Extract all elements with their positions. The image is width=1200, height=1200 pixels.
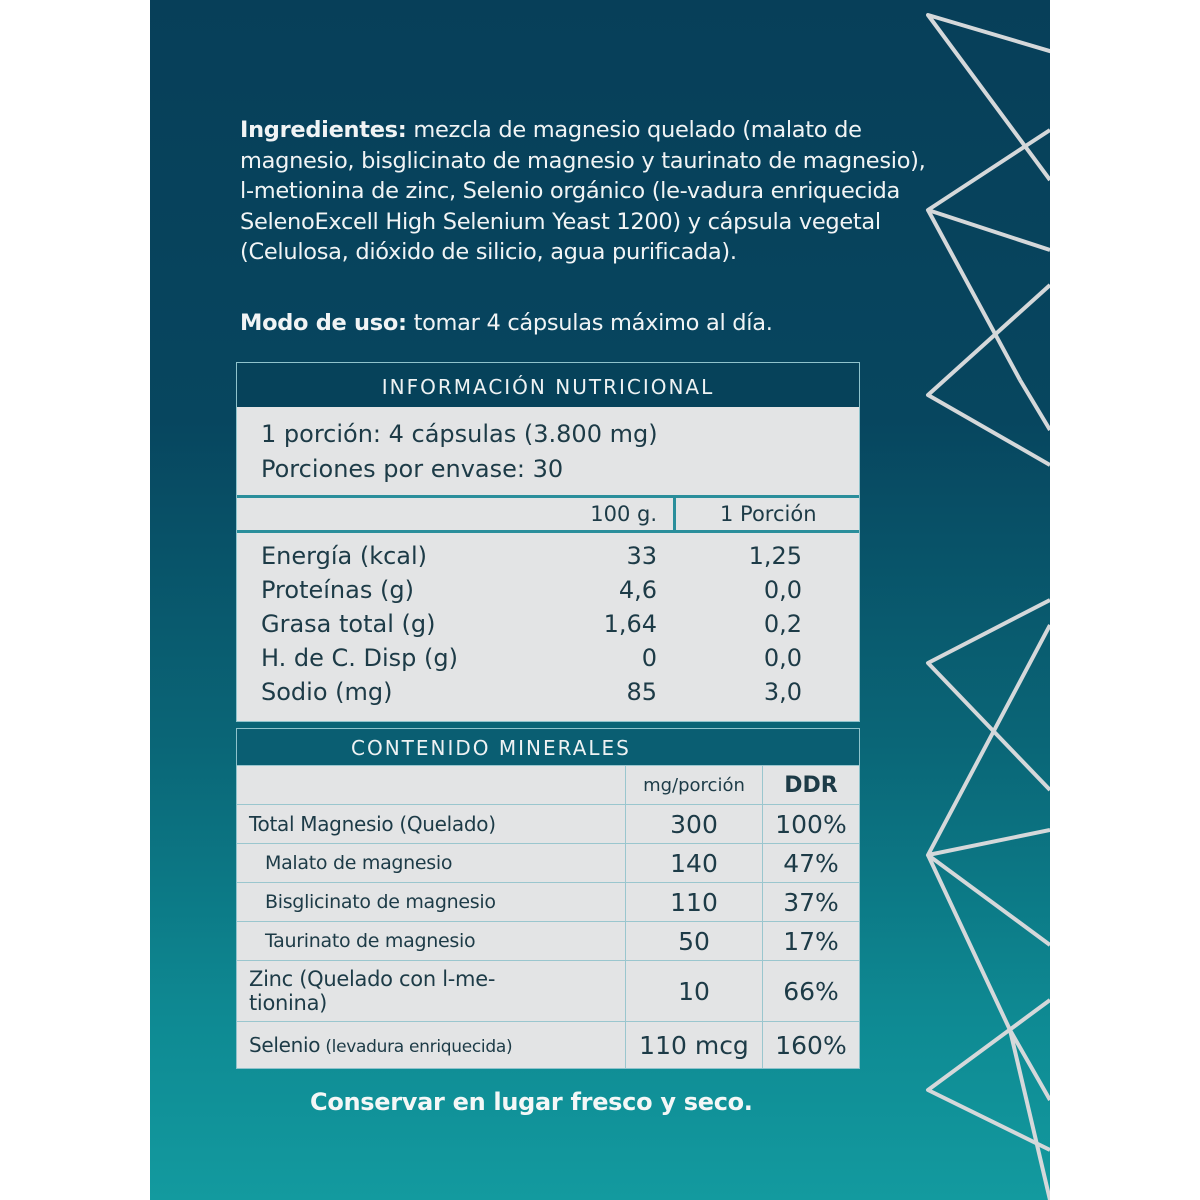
value-per-serving: 1,25	[748, 542, 802, 570]
nutrient-name: Proteínas (g)	[261, 576, 414, 604]
column-header-blank	[237, 498, 577, 530]
usage-text	[240, 310, 940, 336]
nutrient-name: Sodio (mg)	[261, 678, 393, 706]
mineral-name: Taurinato de magnesio	[237, 922, 626, 961]
mineral-ddr: 47%	[763, 844, 860, 883]
nutrient-name: H. de C. Disp (g)	[261, 644, 459, 672]
mineral-amount: 300	[626, 805, 763, 844]
label-panel	[150, 0, 1050, 1200]
mineral-name-main: Selenio	[249, 1033, 321, 1057]
table-row	[237, 883, 859, 922]
table-row	[237, 844, 859, 883]
value-per-serving: 0,0	[763, 576, 802, 604]
ingredients-label: Ingredientes:	[240, 117, 407, 143]
column-header-ddr: DDR	[763, 766, 860, 805]
value-per-100g: 4,6	[618, 576, 657, 604]
ingredients-text	[240, 115, 940, 268]
mineral-amount: 10	[626, 961, 763, 1022]
mineral-amount: 110	[626, 883, 763, 922]
mineral-ddr: 37%	[763, 883, 860, 922]
mineral-amount: 110 mcg	[626, 1022, 763, 1069]
mineral-ddr: 17%	[763, 922, 860, 961]
ingredients-body: mezcla de magnesio quelado (malato de magnesio, bisglicinato de magnesio y taurinato de magnesio), l-metionina de zinc, Selenio orgánico (le-vadura enriquecida SelenoExcell High Selenium Yeast 1200) y cápsula vegetal (Celulosa, dióxido de silicio, agua purificada).	[240, 117, 926, 265]
value-per-100g: 85	[626, 678, 657, 706]
mineral-name-note: (levadura enriquecida)	[320, 1037, 513, 1057]
usage-body: tomar 4 cápsulas máximo al día.	[406, 310, 773, 336]
table-row	[237, 607, 859, 641]
mineral-name	[237, 961, 626, 1022]
table-row	[237, 805, 859, 844]
table-row	[237, 922, 859, 961]
nutrition-table	[236, 362, 860, 722]
mineral-ddr: 100%	[763, 805, 860, 844]
value-per-serving: 3,0	[763, 678, 802, 706]
servings-per-container: Porciones por envase: 30	[261, 455, 564, 483]
minerals-column-headers	[237, 766, 859, 805]
minerals-table	[236, 728, 860, 1069]
nutrition-rows	[237, 533, 859, 721]
value-per-serving: 0,0	[763, 644, 802, 672]
mineral-ddr: 160%	[763, 1022, 860, 1069]
mineral-name: Malato de magnesio	[237, 844, 626, 883]
table-row	[237, 961, 859, 1022]
serving-size: 1 porción: 4 cápsulas (3.800 mg)	[261, 420, 658, 448]
value-per-100g: 0	[641, 644, 657, 672]
column-header-serving: 1 Porción	[720, 502, 817, 526]
column-header-blank	[237, 766, 626, 805]
storage-note: Conservar en lugar fresco y seco.	[310, 1088, 753, 1116]
table-row	[237, 641, 859, 675]
nutrient-name: Energía (kcal)	[261, 542, 428, 570]
table-row	[237, 539, 859, 573]
table-row	[237, 573, 859, 607]
minerals-title: CONTENIDO MINERALES	[237, 729, 859, 765]
minerals-grid	[237, 765, 859, 1068]
value-per-serving: 0,2	[763, 610, 802, 638]
column-header-mg-per-serving: mg/porción	[626, 766, 763, 805]
serving-info	[237, 407, 859, 495]
mineral-ddr: 66%	[763, 961, 860, 1022]
mineral-amount: 50	[626, 922, 763, 961]
nutrient-name: Grasa total (g)	[261, 610, 436, 638]
column-header-100g: 100 g.	[577, 498, 676, 530]
mineral-name	[237, 1022, 626, 1069]
mineral-name: Total Magnesio (Quelado)	[237, 805, 626, 844]
mineral-name-line1: Zinc (Quelado con l-me-	[249, 967, 496, 991]
mineral-name: Bisglicinato de magnesio	[237, 883, 626, 922]
mineral-amount: 140	[626, 844, 763, 883]
table-row	[237, 1022, 859, 1069]
value-per-100g: 33	[626, 542, 657, 570]
table-row	[237, 675, 859, 709]
mineral-name-line2: tionina)	[249, 991, 328, 1015]
value-per-100g: 1,64	[603, 610, 657, 638]
nutrition-column-headers	[237, 495, 859, 533]
nutrition-title: INFORMACIÓN NUTRICIONAL	[237, 363, 859, 407]
usage-label: Modo de uso:	[240, 310, 407, 336]
